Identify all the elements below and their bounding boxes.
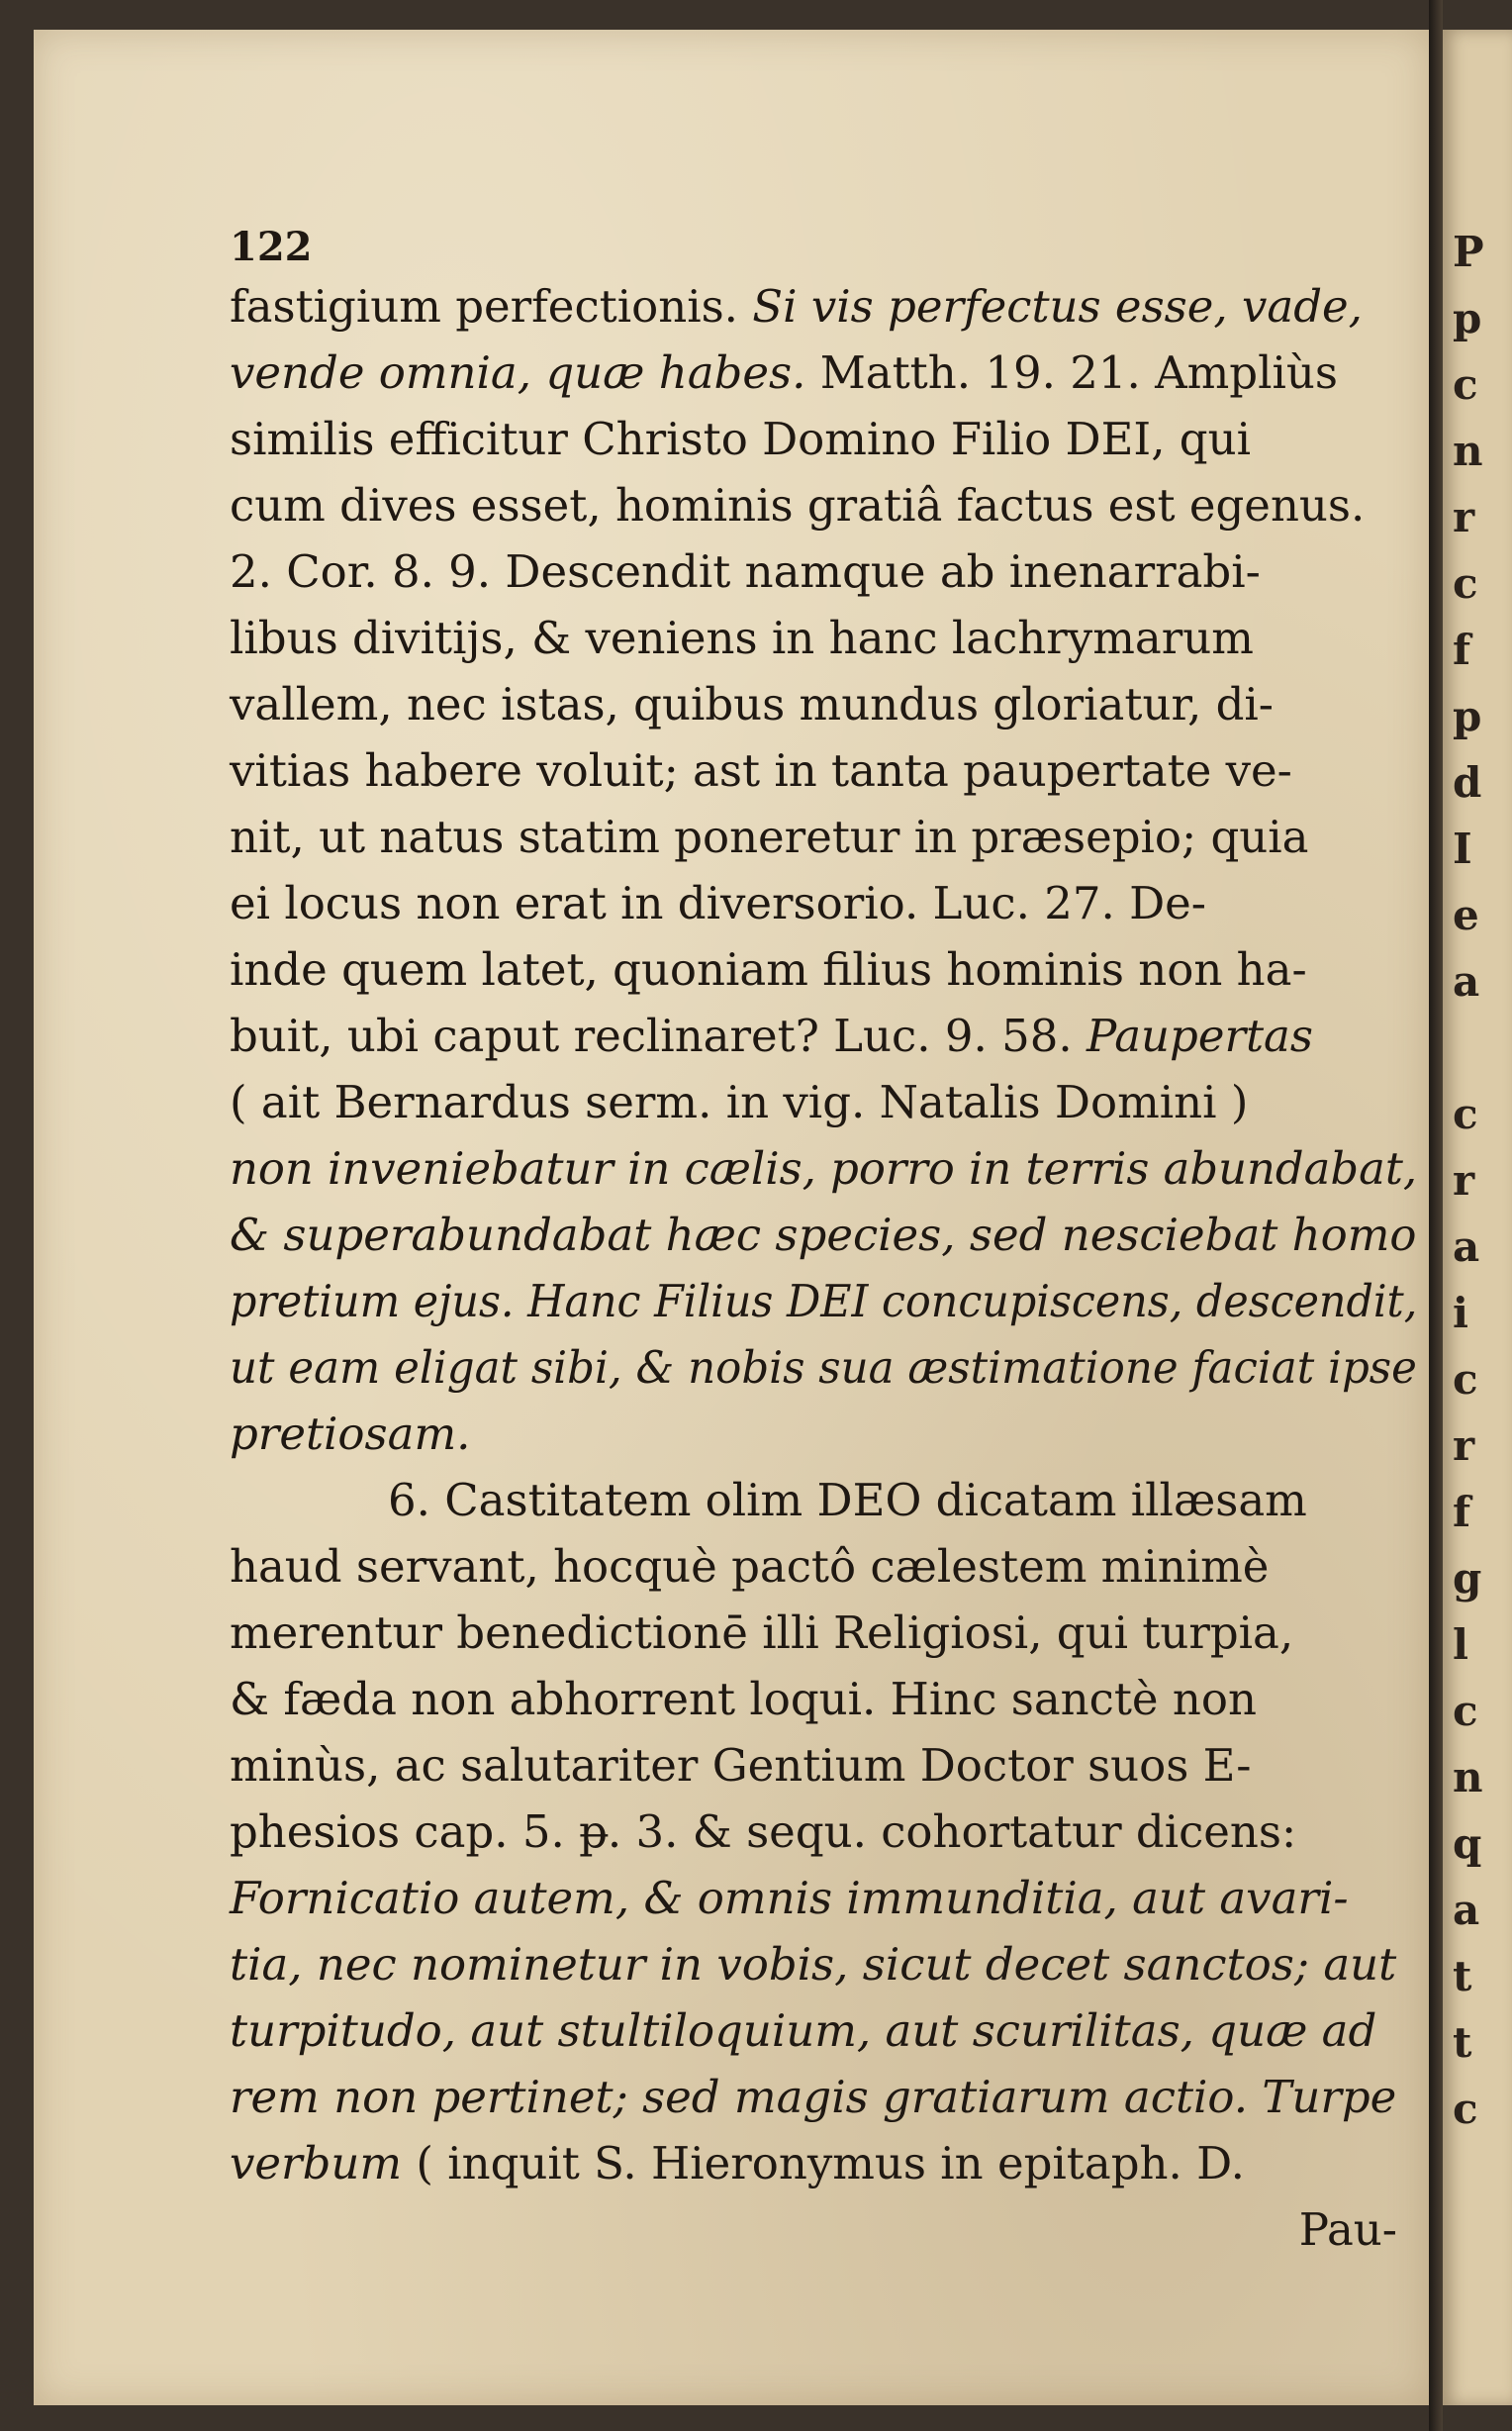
text-line: [230, 936, 1417, 1003]
bleed-letter: t: [1453, 2018, 1472, 2067]
italic-text: non inveniebatur in cælis, porro in terris abundabat,: [230, 1142, 1418, 1195]
italic-text: vende omnia, quæ habes.: [230, 346, 806, 399]
roman-text: minùs, ac salutariter Gentium Doctor suos E-: [230, 1739, 1252, 1792]
italic-text: rem non pertinet; sed magis gratiarum actio. Turpe: [230, 2071, 1397, 2123]
roman-text: haud servant, hocquè pactô cælestem minimè: [230, 1540, 1270, 1593]
bleed-letter: I: [1453, 825, 1472, 873]
text-line: [230, 340, 1417, 406]
text-line: [230, 1666, 1417, 1732]
bleed-letter: c: [1453, 1687, 1478, 1735]
bleed-letter: p: [1453, 294, 1482, 342]
text-line: [230, 406, 1417, 472]
roman-text: ei locus non erat in diversorio. Luc. 27. De-: [230, 877, 1207, 929]
bleed-letter: n: [1453, 427, 1483, 475]
text-line: [230, 273, 1417, 340]
catchword: Pau-: [1298, 2203, 1397, 2256]
bleed-letter: e: [1453, 891, 1479, 939]
text-line: [230, 1268, 1418, 1334]
italic-text: pretium ejus. Hanc Filius DEI concupiscens, descendit,: [230, 1275, 1418, 1327]
bleed-letter: P: [1453, 228, 1484, 276]
italic-text: verbum: [230, 2137, 403, 2189]
text-line: [230, 1799, 1417, 1865]
text-line: [230, 737, 1417, 804]
text-line: [230, 1069, 1417, 1135]
roman-text: fastigium perfectionis.: [230, 280, 753, 333]
text-line: [230, 1931, 1417, 1997]
bleed-letter: d: [1453, 758, 1482, 807]
roman-text: nit, ut natus statim poneretur in præsepio; quia: [230, 811, 1309, 863]
text-line: [230, 605, 1417, 671]
bleed-letter: r: [1453, 1156, 1475, 1205]
text-line: [230, 1401, 1417, 1467]
italic-text: turpitudo, aut stultiloquium, aut scurilitas, quæ ad: [230, 2004, 1377, 2057]
italic-text: Fornicatio autem, & omnis immunditia, aut avari-: [230, 1872, 1349, 1924]
text-line: [230, 1533, 1417, 1600]
roman-text: phesios cap. 5. ᵽ. 3. & sequ. cohortatur dicens:: [230, 1805, 1297, 1858]
bleed-letter: f: [1453, 1488, 1471, 1536]
bleed-letter: r: [1453, 1421, 1475, 1470]
text-line: [230, 1600, 1417, 1666]
roman-text: ( inquit S. Hieronymus in epitaph. D.: [402, 2137, 1245, 2189]
text-line: [230, 1135, 1418, 1202]
text-line: [230, 1732, 1417, 1799]
roman-text: 2. Cor. 8. 9. Descendit namque ab inenarrabi-: [230, 545, 1261, 598]
bleed-letter: p: [1453, 692, 1482, 740]
bleed-letter: i: [1453, 1289, 1468, 1337]
bleed-letter: g: [1453, 1554, 1482, 1603]
text-line: [230, 1467, 1417, 1533]
italic-text: & superabundabat hæc species, sed nesciebat homo: [230, 1209, 1417, 1261]
roman-text: ( ait Bernardus serm. in vig. Natalis Domini ): [230, 1076, 1249, 1128]
text-line: [230, 671, 1417, 737]
page-number: 122: [230, 224, 313, 270]
roman-text: similis efficitur Christo Domino Filio DEI, qui: [230, 413, 1251, 465]
roman-text: cum dives esset, hominis gratiâ factus est egenus.: [230, 479, 1366, 532]
bleed-letter: r: [1453, 493, 1475, 541]
body-text: [230, 273, 1417, 2263]
bleed-letter: a: [1453, 957, 1480, 1006]
text-line: [230, 804, 1417, 870]
bleed-letter: q: [1453, 1819, 1482, 1868]
roman-text: inde quem latet, quoniam filius hominis non ha-: [230, 943, 1307, 996]
italic-text: Si vis perfectus esse, vade,: [752, 280, 1363, 333]
bleed-letter: c: [1453, 1090, 1478, 1138]
book-gutter: [1429, 0, 1443, 2431]
bleed-letter: n: [1453, 1753, 1483, 1801]
roman-text: merentur benedictionē illi Religiosi, qui turpia,: [230, 1606, 1294, 1659]
roman-text: & fæda non abhorrent loqui. Hinc sanctè non: [230, 1673, 1257, 1725]
bleed-letter: c: [1453, 559, 1478, 608]
bleed-letter: l: [1453, 1620, 1468, 1669]
bleed-letter: c: [1453, 360, 1478, 409]
italic-text: tia, nec nominetur in vobis, sicut decet sanctos; aut: [230, 1938, 1397, 1991]
italic-text: Paupertas: [1086, 1010, 1313, 1062]
bleed-letter: [1443, 1023, 1512, 1090]
text-line: [230, 1003, 1417, 1069]
text-line: [230, 1997, 1417, 2064]
bleed-spacer: [1443, 30, 1512, 228]
text-line: [230, 1202, 1417, 1268]
text-line: [230, 870, 1417, 936]
roman-text: vitias habere voluit; ast in tanta paupertate ve-: [230, 744, 1292, 797]
roman-text: 6. Castitatem olim DEO dicatam illæsam: [388, 1474, 1307, 1526]
italic-text: pretiosam.: [230, 1408, 471, 1460]
text-line: [230, 2064, 1417, 2130]
bleed-letter: t: [1453, 1952, 1472, 2000]
roman-text: buit, ubi caput reclinaret? Luc. 9. 58.: [230, 1010, 1087, 1062]
book-page: [34, 30, 1429, 2405]
bleed-letter: c: [1453, 1355, 1478, 1404]
roman-text: Matth. 19. 21. Ampliùs: [805, 346, 1338, 399]
roman-text: vallem, nec istas, quibus mundus gloriatur, di-: [230, 678, 1275, 730]
text-line: [230, 1334, 1417, 1401]
text-line: [230, 2130, 1417, 2196]
text-line: [230, 472, 1417, 538]
italic-text: ut eam eligat sibi, & nobis sua æstimatione faciat ipse: [230, 1341, 1417, 1394]
roman-text: libus divitijs, & veniens in hanc lachrymarum: [230, 612, 1254, 664]
bleed-letter: a: [1453, 1886, 1480, 1934]
adjacent-page-edge: [1443, 30, 1512, 2405]
bleed-letter: f: [1453, 626, 1471, 674]
text-line: [230, 1865, 1417, 1931]
bleed-letter: a: [1453, 1222, 1480, 1271]
text-line: [230, 538, 1417, 605]
bleed-letter: c: [1453, 2085, 1478, 2133]
